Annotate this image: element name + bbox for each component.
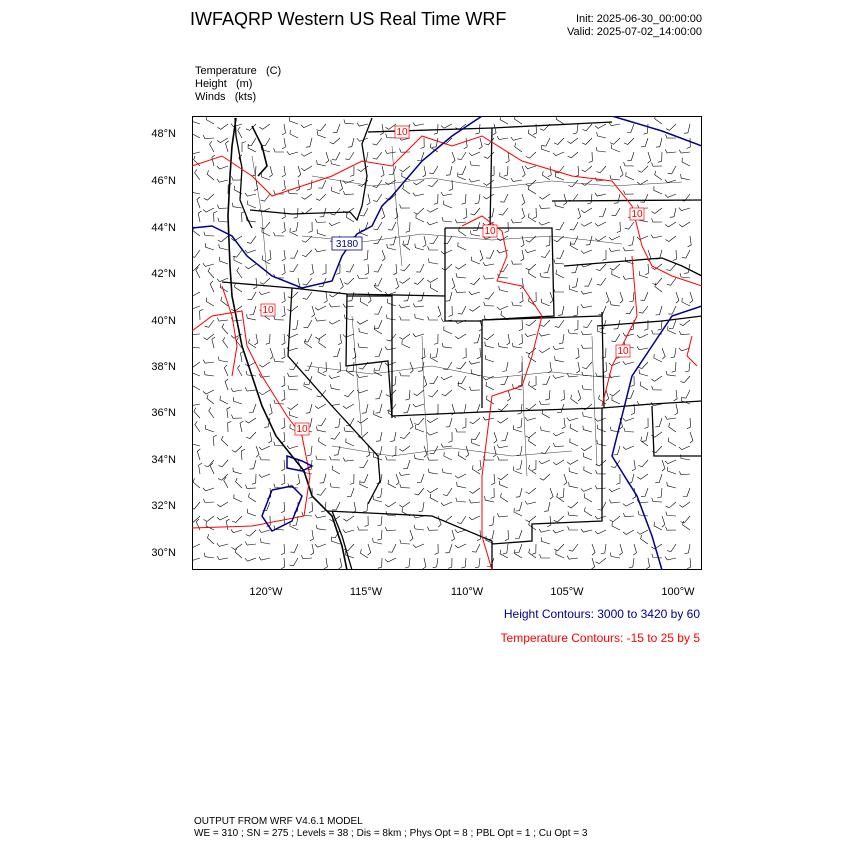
height-contour-label: 3180 [335, 239, 359, 250]
lon-label-105w: 105°W [550, 586, 584, 598]
lat-label-30: 30°N [151, 547, 176, 559]
weather-map [192, 116, 702, 570]
lat-label-36: 36°N [151, 407, 176, 419]
init-time: Init: 2025-06-30_00:00:00 [576, 13, 702, 25]
lat-label-40: 40°N [151, 315, 176, 327]
lat-label-42: 42°N [151, 268, 176, 280]
temp-contour-label: 10 [617, 346, 629, 357]
height-legend: Height Contours: 3000 to 3420 by 60 [503, 607, 700, 621]
temp-contour-label: 10 [631, 209, 643, 220]
lon-label-115w: 115°W [349, 586, 383, 598]
temp-contour-label: 10 [396, 127, 408, 138]
lon-label-110w: 110°W [450, 586, 484, 598]
model-info [194, 816, 587, 840]
run-times [567, 13, 702, 39]
lat-label-44: 44°N [151, 222, 176, 234]
valid-time: Valid: 2025-07-02_14:00:00 [567, 26, 702, 38]
lat-label-34: 34°N [151, 454, 176, 466]
temperature-legend: Temperature Contours: -15 to 25 by 5 [500, 631, 700, 645]
lon-label-120w: 120°W [249, 586, 283, 598]
lon-label-100w: 100°W [661, 586, 695, 598]
map-title: IWFAQRP Western US Real Time WRF [190, 9, 507, 29]
temp-contour-label: 10 [484, 226, 496, 237]
field-list [195, 65, 281, 104]
temp-contour-label: 10 [296, 424, 308, 435]
lat-label-48: 48°N [151, 128, 176, 140]
temp-contour-label: 10 [262, 305, 274, 316]
field-winds: Winds (kts) [195, 91, 257, 103]
lat-label-46: 46°N [151, 175, 176, 187]
field-height: Height (m) [195, 78, 253, 90]
field-temperature: Temperature (C) [195, 65, 282, 77]
lat-label-32: 32°N [151, 500, 176, 512]
lat-label-38: 38°N [151, 361, 176, 373]
model-info-line2: WE = 310 ; SN = 275 ; Levels = 38 ; Dis = 8km ; Phys Opt = 8 ; PBL Opt = 1 ; Cu Opt = 3 [194, 828, 588, 839]
model-info-line1: OUTPUT FROM WRF V4.6.1 MODEL [194, 816, 363, 827]
